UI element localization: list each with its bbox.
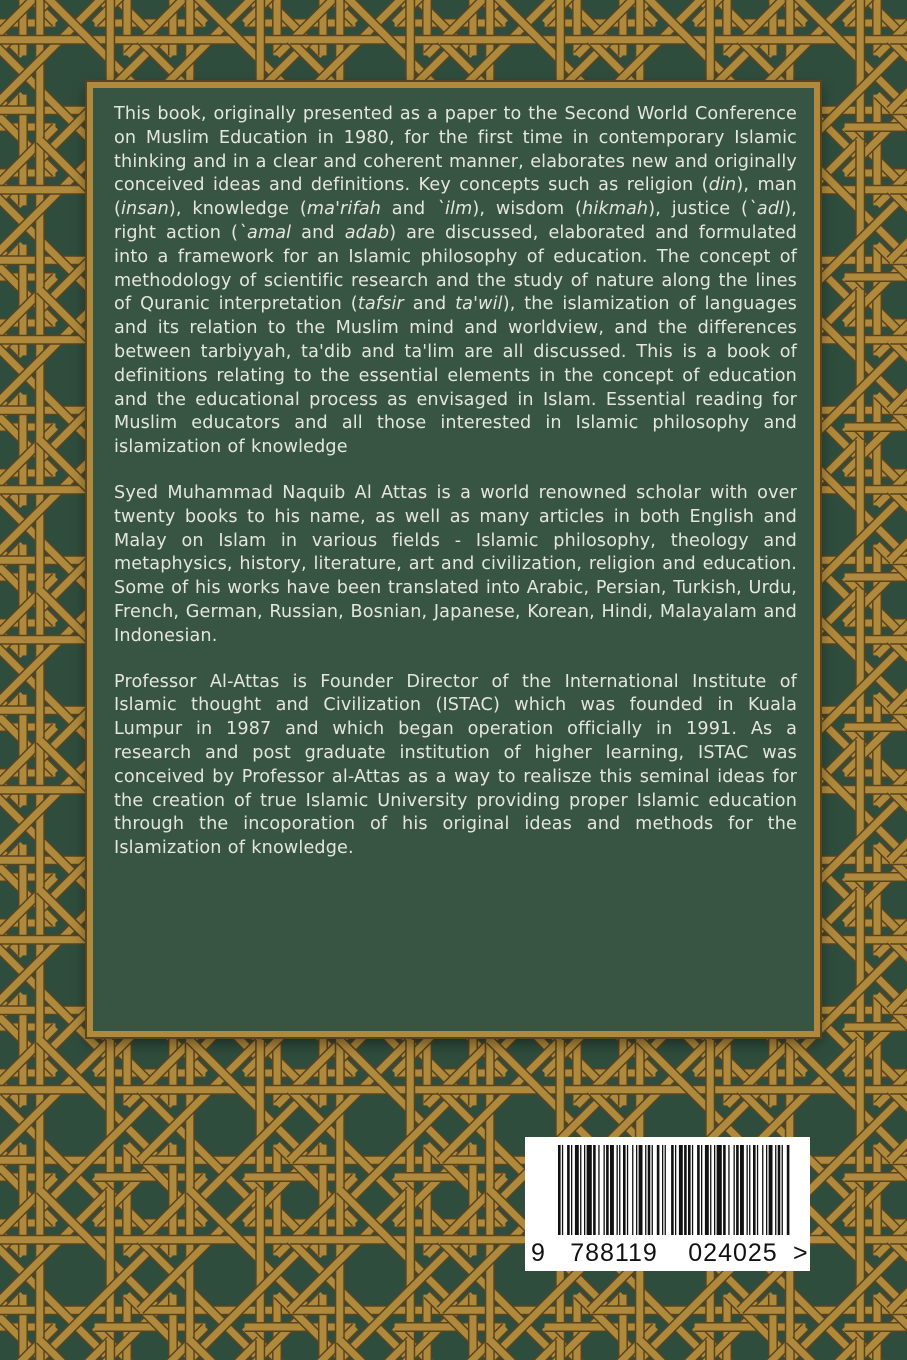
barcode-bar [575, 1145, 579, 1235]
barcode-bar [580, 1145, 581, 1235]
istac-description: Professor Al-Attas is Founder Director of the International Institute of Islamic thought and Civilization (ISTAC) which was founded in Kuala Lumpur in 1987 and which began operation officially in 1991. As a research and post graduate institution of higher learning, ISTAC was conceived by Professor al-Attas as a way to realisze this seminal ideas for the creation of true Islamic University providing proper Islamic education through the incoporation of his original ideas and methods for the Islamization of knowledge. [114, 671, 797, 859]
barcode-bar [701, 1145, 702, 1235]
term-hikmah: hikmah [582, 199, 649, 220]
description-text: and [403, 294, 456, 315]
barcode-bar [587, 1145, 592, 1235]
barcode-bar [675, 1145, 676, 1235]
barcode-bar [606, 1145, 609, 1235]
barcode-bar [593, 1145, 596, 1235]
term-amal: `amal [238, 222, 292, 243]
barcode-bar [610, 1145, 614, 1235]
barcode-bar [639, 1145, 643, 1235]
barcode-bar [747, 1145, 748, 1235]
term-tafsir: tafsir [357, 294, 404, 315]
barcode-bar [571, 1145, 572, 1235]
barcode-bar [775, 1145, 776, 1235]
barcode-bar [684, 1145, 687, 1235]
term-adl: `adl [747, 199, 785, 220]
description-text: ), wisdom ( [472, 199, 583, 220]
description-panel [87, 82, 820, 1037]
term-din: din [708, 175, 737, 196]
barcode-bar [617, 1145, 618, 1235]
barcode-bar [714, 1145, 715, 1235]
term-insan: insan [121, 199, 169, 220]
barcode-bar [627, 1145, 628, 1235]
barcode-bar [697, 1145, 700, 1235]
barcode-bar [717, 1145, 722, 1235]
barcode-bar [662, 1145, 663, 1235]
barcode-bar [734, 1145, 735, 1235]
barcode-bar [728, 1145, 729, 1235]
barcode-bar [723, 1145, 726, 1235]
barcode-bar [778, 1145, 781, 1235]
isbn-barcode [525, 1137, 810, 1271]
barcode-bar [782, 1145, 783, 1235]
isbn-first-digit: 9 [531, 1239, 545, 1267]
term-tawil: ta'wil [455, 294, 503, 315]
barcode-bar [584, 1145, 585, 1235]
barcode-bar [645, 1145, 646, 1235]
isbn-number [525, 1239, 810, 1269]
barcode-bar [636, 1145, 637, 1235]
barcode-bar [679, 1145, 683, 1235]
barcode-bar [688, 1145, 691, 1235]
barcode-bar [692, 1145, 693, 1235]
barcode-bar [604, 1145, 605, 1235]
barcode-bar [623, 1145, 626, 1235]
author-biography: Syed Muhammad Naquib Al Attas is a world renowned scholar with over twenty books to his name, as well as many articles in both English and Malay on Islam in various fields - Islamic philosophy, theology and metaphysics, history, literature, art and civilization, religion and education. Some of his works have been translated into Arabic, Persian, Turkish, Urdu, French, German, Russian, Bosnian, Japanese, Korean, Hindi, Malayalam and Indonesian. [114, 482, 797, 646]
barcode-bar [665, 1145, 666, 1235]
isbn-quiet-zone-marker: > [793, 1239, 808, 1267]
barcode-bar [671, 1145, 674, 1235]
description-text: and [381, 199, 437, 220]
barcode-bar [562, 1145, 563, 1235]
barcode-bar [766, 1145, 767, 1235]
barcode-bar [619, 1145, 620, 1235]
barcode-bar [558, 1145, 561, 1235]
term-ilm: `ilm [436, 199, 473, 220]
barcode-bar [740, 1145, 744, 1235]
description-text: ) are discussed, elaborated and formulated into a framework for an Islamic philosophy of education. The concept of methodology of scientific research and the study of nature along the lines of Quranic interpretation ( [114, 222, 797, 315]
description-text: ), knowledge ( [168, 199, 307, 220]
barcode-bar [657, 1145, 660, 1235]
description-text: ), man ( [114, 175, 797, 220]
barcode-bar [787, 1145, 790, 1235]
barcode-bar [710, 1145, 711, 1235]
description-text: ), right action ( [114, 199, 797, 243]
barcode-bar [769, 1145, 773, 1235]
barcode-bar [652, 1145, 653, 1235]
term-marifah: ma'rifah [306, 199, 382, 220]
barcode-bar [567, 1145, 570, 1235]
barcode-bar [705, 1145, 709, 1235]
isbn-right-group: 024025 [688, 1239, 778, 1267]
barcode-bar [762, 1145, 763, 1235]
term-adab: adab [344, 222, 390, 243]
description-text: and [291, 222, 345, 243]
isbn-left-group: 788119 [570, 1239, 658, 1267]
barcode-bar [632, 1145, 633, 1235]
description-text: This book, originally presented as a paper to the Second World Conference on Muslim Education in 1980, for the first time in contemporary Islamic thinking and in a clear and coherent manner, elaborates new and originally conceived ideas and definitions. Key concepts such as religion ( [114, 104, 797, 196]
barcode-bar [757, 1145, 758, 1235]
barcode-bar [736, 1145, 739, 1235]
barcode-bar [753, 1145, 756, 1235]
description-text: ), justice ( [648, 199, 748, 220]
book-description [114, 103, 797, 460]
barcode-bar [749, 1145, 750, 1235]
description-text: ), the islamization of languages and its relation to the Muslim mind and worldview, and the differences between tarbiyyah, ta'dib and ta'lim are all discussed. This is a book of definitions relating to the essential elements in the concept of education and the educational process as envisaged in Islam. Essential reading for Muslim educators and all those interested in Islamic philosophy and islamization of knowledge [114, 294, 797, 458]
barcode-bar [598, 1145, 599, 1235]
barcode-bar [648, 1145, 651, 1235]
